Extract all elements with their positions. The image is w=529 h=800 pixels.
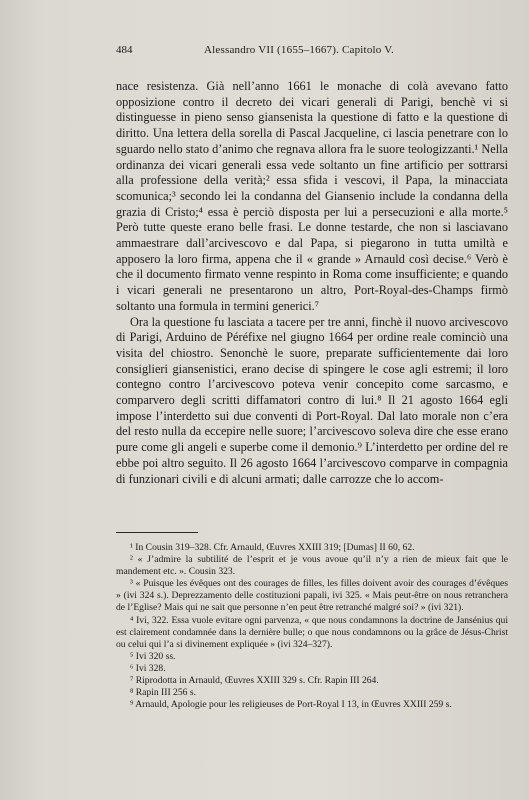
paragraph-2: Ora la questione fu lasciata a tacere per tre anni, finchè il nuovo arcivescovo di Parigi, Arduino de Péréfixe nel giugno 1664 per ordine reale cominciò una visita del chiostro. Senonchè le suore, preparate sufficientemente dai loro consiglieri giansenistici, erano decise di spingere le cose agli estremi; il loro contegno contro l’arcivescovo poteva venir concepito come sarcasmo, e comparvero degli scritti diffamatori contro di lui.⁸ Il 21 agosto 1664 egli impose l’interdetto sui due conventi di Port-Royal. Dal lato morale non c’era del resto nulla da eccepire nelle suore; l’arcivescovo soleva dire che esse erano pure come gli angeli e superbe come il demonio.⁹ L’interdetto per ordine del re ebbe poi altro seguito. Il 26 agosto 1664 l’arcivescovo comparve in compagnia di funzionari civili e di alcuni armati; dalle carrozze che lo accom-	[116, 314, 508, 486]
main-text	[116, 79, 508, 487]
page-number: 484	[116, 44, 133, 56]
page-header	[116, 44, 499, 58]
footnote-3: ³ « Puisque les évêques ont des courages de filles, les filles doivent avoir des courages d’évêques » (ivi 324 s.). Deprezzamento delle costituzioni papali, ivi 325. « Mais peut-être on nous retranchera de l’Eglise? Mais qui ne sait que personne n’en peut être retranché malgré soi? » (ivi 321).	[116, 578, 508, 614]
footnote-6: ⁶ Ivi 328.	[130, 662, 166, 674]
footnote-7: ⁷ Riprodotta in Arnauld, Œuvres XXIII 329 s. Cfr. Rapin III 264.	[130, 675, 379, 687]
footnote-1: ¹ In Cousin 319–328. Cfr. Arnauld, Œuvres XXIII 319; [Dumas] II 60, 62.	[130, 542, 415, 553]
footnote-4: ⁴ Ivi, 322. Essa vuole evitare ogni parvenza, « que nous condamnons la doctrine de Jansénius qui est clairement condamnée dans la dernière bulle; o que nous condamnons ou la grâce de Jésus-Christ ou celui qui l’a si divinement expliquée » (ivi 324–327).	[116, 614, 508, 650]
footnote-9: ⁹ Arnauld, Apologie pour les religieuses de Port-Royal I 13, in Œuvres XXIII 259 s.	[130, 699, 452, 711]
footnote-rule	[116, 532, 198, 533]
footnote-2: ² « J’admire la subtilité de l’esprit et je vous avoue qu’il n’y a rien de mieux fait que le mandement etc. ». Cousin 323.	[116, 554, 508, 578]
footnotes	[116, 542, 508, 711]
footnote-8: ⁸ Rapin III 256 s.	[130, 687, 196, 699]
footnote-5: ⁵ Ivi 320 ss.	[130, 650, 176, 662]
running-title: Alessandro VII (1655–1667). Capitolo V.	[204, 44, 394, 56]
paragraph-1: nace resistenza. Già nell’anno 1661 le monache di colà avevano fatto opposizione contro il decreto dei vicari generali di Parigi, benchè vi si distinguesse in pieno senso giansenista la questione di fatto e la questione di diritto. Una lettera della sorella di Pascal Jacqueline, ci lascia penetrare con lo sguardo nello stato d’animo che regnava allora fra le suore teologizzanti.¹ Nella ordinanza dei vicari generali essa vede soltanto un fine artificio per sottrarsi alla professione della verità;² essa sfida i vescovi, il Papa, la minacciata scomunica;³ secondo lei la condanna del Giansenio include la condanna della grazia di Cristo;⁴ essa è perciò disposta per lui a persecuzioni e alla morte.⁵ Però tutte queste erano belle frasi. Le donne testarde, che non si lasciavano ammaestrare dall’arcivescovo e dal Papa, si piegarono in tutta umiltà e apposero la loro firma, appena che il « grande » Arnauld così decise.⁶ Verò è che il documento firmato venne respinto in Roma come insufficiente; e quando i vicari generali ne presentarono un altro, Port-Royal-des-Champs firmò soltanto una formula in termini generici.⁷	[116, 79, 508, 313]
